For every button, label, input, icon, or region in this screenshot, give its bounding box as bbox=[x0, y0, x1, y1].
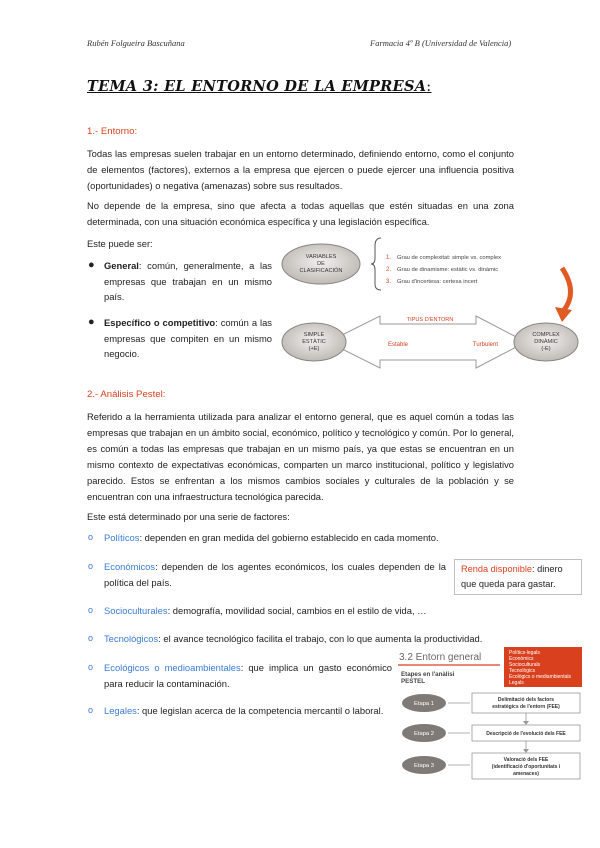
factor-item bbox=[88, 559, 446, 590]
right-label: Turbulent bbox=[472, 342, 498, 348]
factor-item bbox=[88, 703, 392, 719]
list-item-text: : común a las empresas que compiten en un mismo negocio. bbox=[104, 317, 272, 359]
curved-arrow-head bbox=[555, 307, 572, 322]
left-label: Estable bbox=[388, 342, 409, 348]
header-course: Farmacia 4º B (Universidad de Valencia) bbox=[370, 38, 512, 48]
red-list-item: Ecològics o mediambientals bbox=[509, 674, 571, 680]
list-item-text: : común, generalmente, a las empresas que trabajan en un mismo país. bbox=[104, 260, 272, 302]
factor-term: Legales bbox=[104, 705, 137, 716]
diagram-list-num: 3. bbox=[386, 279, 392, 285]
factor-text: : demografía, movilidad social, cambios en el estilo de vida, … bbox=[167, 605, 427, 616]
list-item bbox=[88, 315, 272, 362]
complex-line: COMPLEX bbox=[532, 332, 560, 338]
factor-text: : que legislan acerca de la competencia mercantil o laboral. bbox=[136, 705, 384, 716]
title-colon: : bbox=[426, 79, 432, 95]
stage-box-text: Valoració dels FEE bbox=[503, 757, 549, 763]
pestel-figure bbox=[396, 647, 586, 787]
paragraph: Referido a la herramienta utilizada para analizar el entorno general, que es aquel común a todas las empresas que trabajan en un ámbito social, económico, político y tecnológico y común. Por lo general, es común a todas las empresas que trabajan en un mismo país, ya que estas se encuentran en un mismo contexto de expectativas económicas, comparten un marco institucional, político y legislativo parecido. Estos se enfrentan a los mismos cambios sociales y culturales de la población y se encuentran con una infraestructura tecnológica parecida. bbox=[87, 411, 514, 502]
red-list-item: Econòmics bbox=[509, 656, 534, 662]
brace bbox=[371, 238, 381, 290]
figure-subtitle: Etapes en l'anàlisi bbox=[401, 671, 455, 678]
renda-callout bbox=[454, 559, 582, 595]
red-list-item: Legals bbox=[509, 680, 524, 686]
diagram-list-num: 1. bbox=[386, 255, 392, 261]
factor-item bbox=[88, 603, 524, 619]
figure-title: 3.2 Entorn general bbox=[399, 652, 482, 663]
paragraph: No depende de la empresa, sino que afecta a todas aquellas que estén situadas en una zona determinada, con una situación económica específica y una legislación específica. bbox=[87, 200, 514, 227]
circle-bullet-icon: o bbox=[88, 633, 94, 643]
header-author: Rubén Folgueira Bascuñana bbox=[87, 38, 185, 48]
simple-line: (+E) bbox=[308, 346, 320, 352]
circle-bullet-icon: o bbox=[88, 561, 94, 571]
complex-line: DINÀMIC bbox=[534, 339, 558, 345]
variables-line: VARIABLES bbox=[305, 254, 337, 260]
list-item bbox=[88, 258, 272, 305]
stage-box bbox=[472, 693, 580, 713]
circle-bullet-icon: o bbox=[88, 705, 94, 715]
section-heading-entorno: 1.- Entorno: bbox=[87, 126, 138, 137]
complex-line: (-E) bbox=[541, 346, 551, 352]
page-title-text: TEMA 3: EL ENTORNO DE LA EMPRESA bbox=[87, 78, 427, 95]
curved-arrow bbox=[562, 268, 571, 310]
red-list-item: Socioculturals bbox=[509, 662, 541, 668]
callout-term: Renda disponible bbox=[461, 564, 533, 574]
stage-box-text: estratègics de l'entorn (FEE) bbox=[492, 704, 560, 710]
factor-text: : el avance tecnológico facilita el trabajo, con lo que aumenta la productividad. bbox=[158, 633, 483, 644]
factor-term: Socioculturales bbox=[104, 605, 168, 616]
simple-line: ESTÀTIC bbox=[302, 339, 326, 345]
factor-text: : dependen de los agentes económicos, los cuales dependen de la política del país. bbox=[104, 561, 446, 588]
circle-bullet-icon: o bbox=[88, 532, 94, 542]
bullet-icon: ● bbox=[88, 316, 95, 328]
diagram-list-text: Grau de complexitat: simple vs. complex bbox=[397, 255, 502, 261]
stage-label: Etapa 3 bbox=[414, 763, 434, 769]
variables-line: DE bbox=[317, 261, 325, 267]
entorno-diagram bbox=[280, 232, 580, 372]
variables-line: CLASIFICACIÓN bbox=[299, 268, 343, 274]
diagram-list-text: Grau de dinamisme: estàtic vs. dinàmic bbox=[397, 267, 499, 273]
paragraph: Todas las empresas suelen trabajar en un entorno determinado, definiendo entorno, como el conjunto de elementos (factores), externos a la empresa que ejercen o puede ejercer una influencia positiva (oportunidades) o negativa (amenazas) sobre sus resultados. bbox=[87, 148, 514, 191]
bullet-icon: ● bbox=[88, 259, 95, 271]
page-title bbox=[87, 78, 431, 95]
list-item-term: General bbox=[104, 260, 139, 271]
stage-box-text: Delimitació dels factors bbox=[497, 697, 555, 703]
circle-bullet-icon: o bbox=[88, 605, 94, 615]
section-heading-pestel: 2.- Análisis Pestel: bbox=[87, 389, 166, 400]
simple-line: SIMPLE bbox=[303, 332, 325, 338]
arrow-label: TIPUS D'ENTORN bbox=[406, 317, 454, 323]
circle-bullet-icon: o bbox=[88, 662, 94, 672]
factor-term: Ecológicos o medioambientales bbox=[104, 662, 241, 673]
factor-item bbox=[88, 660, 392, 691]
factor-item bbox=[88, 530, 514, 546]
factor-term: Económicos bbox=[104, 561, 156, 572]
stage-label: Etapa 2 bbox=[414, 731, 434, 737]
red-list-item: Tecnològics bbox=[509, 668, 536, 674]
factor-item bbox=[88, 631, 524, 647]
callout-text: : dinero que queda para gastar. bbox=[461, 564, 563, 589]
factor-term: Tecnológicos bbox=[104, 633, 159, 644]
diagram-list-text: Grau d'incertesa: certesa incert bbox=[397, 279, 478, 285]
stage-box-text: Descripció de l'evolució dels FEE bbox=[486, 731, 566, 737]
list-item-term: Específico o competitivo bbox=[104, 317, 216, 328]
factor-text: : que implica un gasto económico para reducir la contaminación. bbox=[104, 662, 392, 689]
diagram-list-num: 2. bbox=[386, 267, 392, 273]
factor-text: : dependen en gran medida del gobierno establecido en cada momento. bbox=[139, 532, 439, 543]
stage-box-text: (identificació d'oportunitats i bbox=[491, 764, 561, 770]
red-list-item: Polítics-legals bbox=[509, 650, 540, 656]
paragraph-intro: Este puede ser: bbox=[87, 238, 153, 249]
factor-term: Políticos bbox=[104, 532, 140, 543]
figure-subtitle: PESTEL bbox=[401, 678, 426, 685]
paragraph-intro: Este está determinado por una serie de factores: bbox=[87, 511, 290, 522]
stage-box-text: amenaces) bbox=[513, 771, 539, 777]
stage-label: Etapa 1 bbox=[414, 701, 434, 707]
